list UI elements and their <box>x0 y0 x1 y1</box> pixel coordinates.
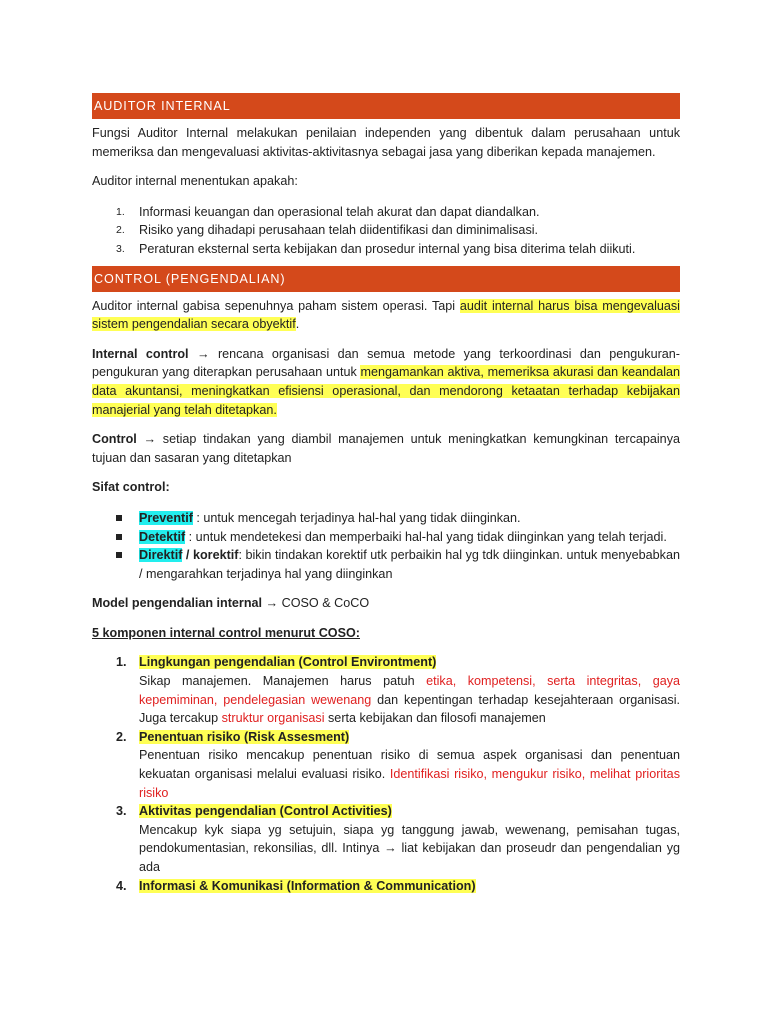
list-item: Preventif : untuk mencegah terjadinya hal-hal yang tidak diinginkan. <box>92 509 680 528</box>
arrow-icon: → <box>384 841 397 856</box>
list-item: 1. Informasi keuangan dan operasional telah akurat dan dapat diandalkan. <box>116 204 540 219</box>
paragraph-control-def: Control → setiap tindakan yang diambil manajemen untuk meningkatkan kemungkinan tercapainya tujuan dan sasaran yang ditetapkan <box>92 432 680 465</box>
coso-components-list <box>92 653 680 895</box>
paragraph-menentukan: Auditor internal menentukan apakah: <box>92 174 298 189</box>
coso-component: 3. Aktivitas pengendalian (Control Activities) Mencakup kyk siapa yg setujuin, siapa yg tanggung jawab, wewenang, pemisahan tugas, pendokumentasian, rekonsilias, dll. Intinya → liat kebijakan dan proseudr dan pengendalian yg ada <box>116 804 680 874</box>
arrow-icon: → <box>143 432 157 447</box>
paragraph-control-intro: Auditor internal gabisa sepenuhnya paham sistem operasi. Tapi audit internal harus bisa mengevaluasi sistem pengendalian secara obyektif. <box>92 298 680 332</box>
section-title: AUDITOR INTERNAL <box>94 99 231 113</box>
coso-component: 2. Penentuan risiko (Risk Assesment) Penentuan risiko mencakup penentuan risiko di semua aspek organisasi dan penentuan kekuatan organisasi melalui evaluasi risiko. Identifikasi risiko, mengukur risiko, melihat prioritas risiko <box>116 729 680 800</box>
coso-heading: 5 komponen internal control menurut COSO: <box>92 625 360 640</box>
coso-component: 4. Informasi & Komunikasi (Information & Communication) <box>116 878 476 893</box>
square-bullet-icon <box>116 552 122 558</box>
numbered-list-auditor <box>92 203 680 259</box>
list-item: 2. Risiko yang dihadapi perusahaan telah diidentifikasi dan diminimalisasi. <box>116 223 539 238</box>
list-item: 3. Peraturan eksternal serta kebijakan dan prosedur internal yang bisa diterima telah diikuti. <box>116 241 636 256</box>
list-item: Direktif / korektif: bikin tindakan korektif utk perbaikin hal yg tdk diinginkan. untuk menyebabkan / mengarahkan terjadinya hal yang diinginkan <box>92 546 680 583</box>
list-item: Detektif : untuk mendetekesi dan memperbaiki hal-hal yang tidak diinginkan yang telah terjadi. <box>92 528 680 547</box>
document-content <box>92 93 680 895</box>
paragraph-internal-control: Internal control → rencana organisasi dan semua metode yang terkoordinasi dan pengukuran-pengukuran yang diterapkan perusahaan untuk mengamankan aktiva, memeriksa akurasi dan keandalan data akuntansi, meningkatkan efisiensi operasional, dan mendorong ketaatan terhadap kebijakan manajerial yang telah ditetapkan. <box>92 346 680 417</box>
arrow-icon: → <box>196 346 210 361</box>
paragraph-model: Model pengendalian internal → COSO & CoCO <box>92 596 370 611</box>
arrow-icon: → <box>265 596 279 611</box>
square-bullet-icon <box>116 534 122 540</box>
coso-component: 1. Lingkungan pengendalian (Control Environtment) Sikap manajemen. Manajemen harus patuh etika, kompetensi, serta integritas, gaya kepemiminan, pendelegasian wewenang dan kepentingan terhadap kesejahteraan organisasi. Juga tercakup struktur organisasi serta kebijakan dan filosofi manajemen <box>116 655 680 726</box>
section-title: CONTROL (PENGENDALIAN) <box>94 271 286 286</box>
sifat-control-label: Sifat control: <box>92 480 170 495</box>
square-bullet-icon <box>116 515 122 521</box>
section-header-auditor-internal <box>92 93 680 119</box>
section-header-control <box>92 266 680 292</box>
paragraph-fungsi: Fungsi Auditor Internal melakukan penilaian independen yang dibentuk dalam perusahaan untuk memeriksa dan mengevaluasi aktivitas-aktivitasnya sebagai jasa yang diberikan kepada manajemen. <box>92 126 680 159</box>
bullet-list-sifat <box>92 509 680 583</box>
